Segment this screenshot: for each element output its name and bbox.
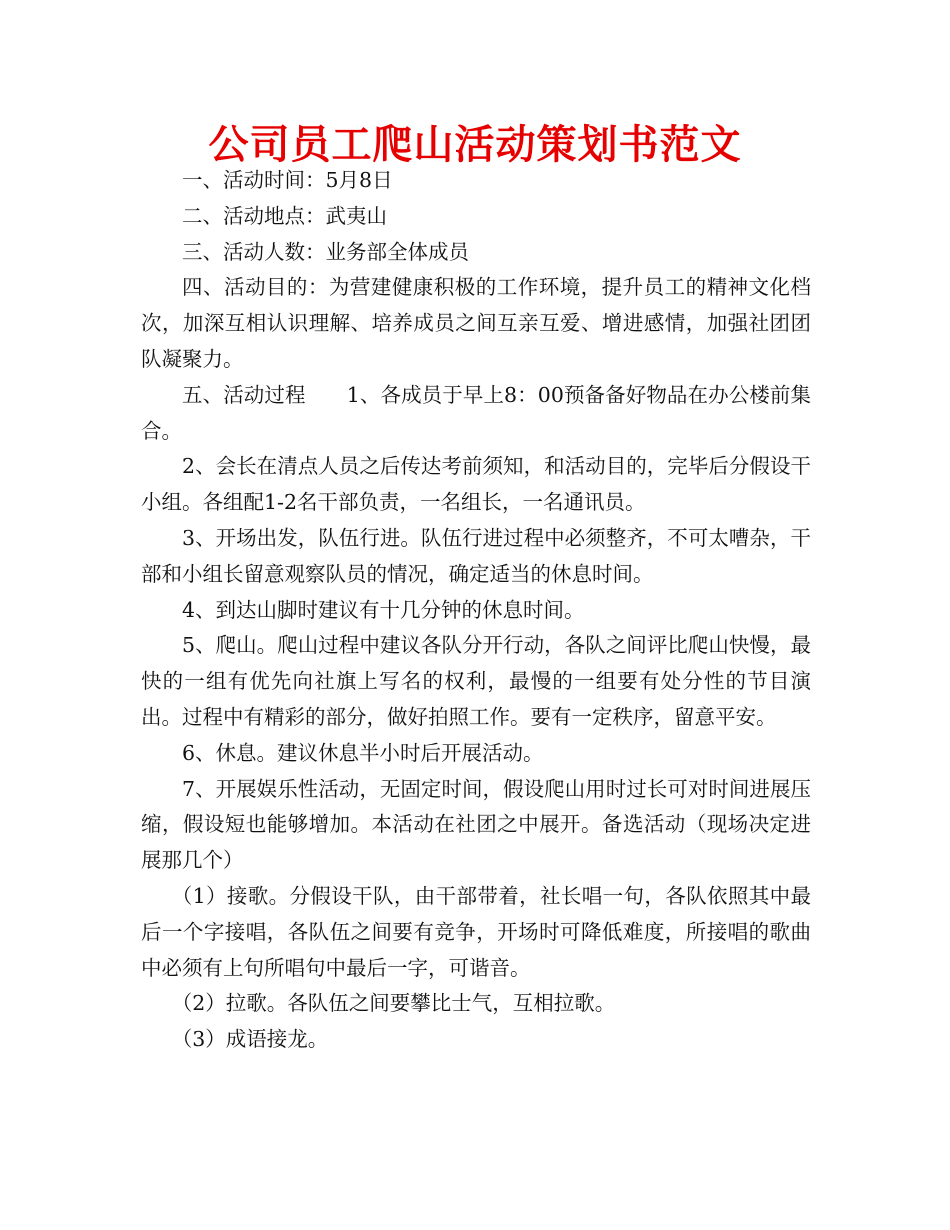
document-body	[141, 163, 811, 1058]
paragraph-activity-purpose: 四、活动目的：为营建健康积极的工作环境，提升员工的精神文化档次，加深互相认识理解、培养成员之间互亲互爱、增进感情，加强社团团队凝聚力。	[141, 275, 811, 371]
paragraph-step-3: 3、开场出发，队伍行进。队伍行进过程中必须整齐，不可太嘈杂，干部和小组长留意观察队员的情况，确定适当的休息时间。	[141, 525, 811, 586]
paragraph-activity-location: 二、活动地点：武夷山	[182, 203, 387, 228]
paragraph-activity-participants: 三、活动人数：业务部全体成员	[182, 239, 469, 264]
paragraph-step-6: 6、休息。建议休息半小时后开展活动。	[182, 740, 544, 765]
paragraph-activity-time: 一、活动时间：5月8日	[182, 168, 393, 192]
paragraph-option-1: （1）接歌。分假设干队，由干部带着，社长唱一句，各队依照其中最后一个字接唱，各队伍之间要有竞争，开场时可降低难度，所接唱的歌曲中必须有上句所唱句中最后一字，可谐音。	[141, 883, 811, 980]
paragraph-step-4: 4、到达山脚时建议有十几分钟的休息时间。	[182, 597, 585, 622]
paragraph-step-5: 5、爬山。爬山过程中建议各队分开行动，各队之间评比爬山快慢，最快的一组有优先向社旗上写名的权利，最慢的一组要有处分性的节目演出。过程中有精彩的部分，做好拍照工作。要有一定秩序，留意平安。	[141, 633, 811, 729]
paragraph-option-2: （2）拉歌。各队伍之间要攀比士气，互相拉歌。	[171, 991, 616, 1016]
paragraph-step-7: 7、开展娱乐性活动，无固定时间，假设爬山用时过长可对时间进展压缩，假设短也能够增加。本活动在社团之中展开。备选活动（现场决定进展那几个）	[141, 776, 811, 873]
document-title: 公司员工爬山活动策划书范文	[208, 122, 742, 168]
paragraph-step-2: 2、会长在清点人员之后传达考前须知，和活动目的，完毕后分假设干小组。各组配1-2名干部负责，一名组长，一名通讯员。	[141, 454, 811, 515]
paragraph-activity-process-step-1: 五、活动过程 1、各成员于早上8：00预备备好物品在办公楼前集合。	[141, 382, 811, 443]
paragraph-option-3: （3）成语接龙。	[171, 1027, 329, 1052]
